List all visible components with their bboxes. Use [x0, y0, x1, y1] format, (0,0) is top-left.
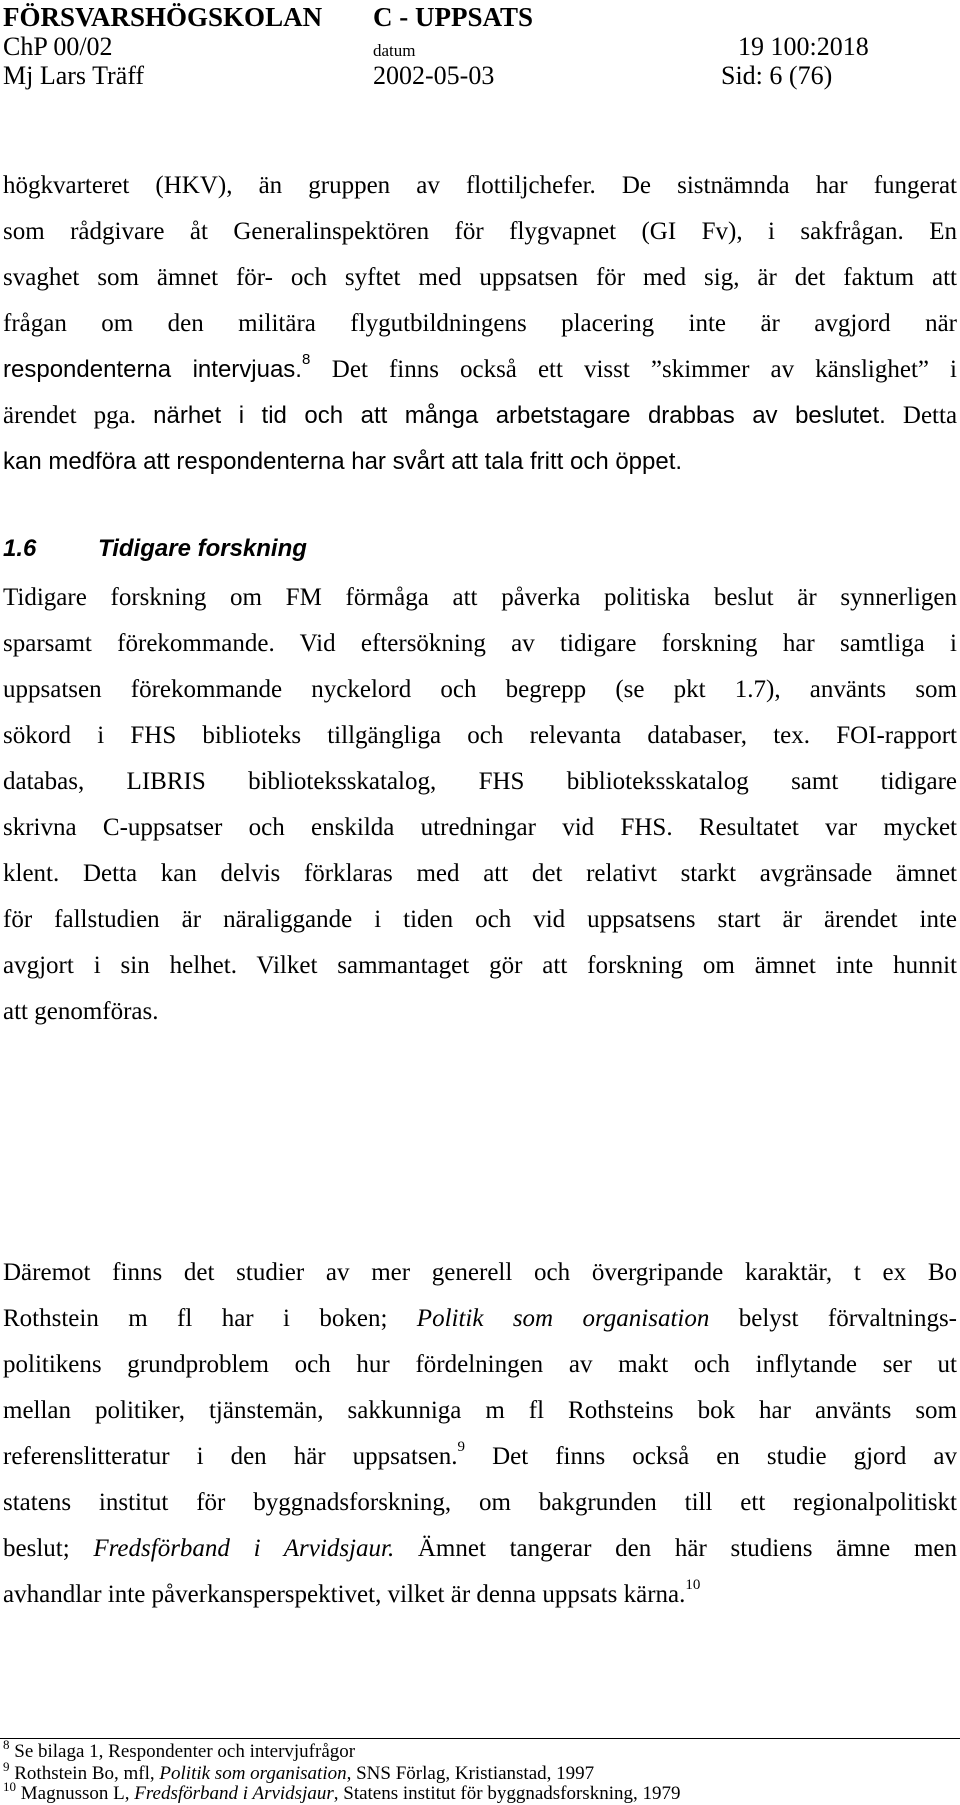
footnote-8 [3, 1737, 957, 1763]
page-number: Sid: 6 (76) [721, 61, 833, 90]
text-line [3, 851, 957, 897]
datum-label: datum [373, 41, 416, 60]
footnote-number: 9 [3, 1759, 10, 1774]
section-title: Tidigare forskning [98, 535, 307, 562]
footnote-ref: 8 [301, 351, 311, 368]
footnote-text: Magnusson L, [20, 1783, 135, 1804]
paragraph-intro-continuation [3, 163, 957, 485]
document-type: C - UPPSATS [373, 2, 534, 32]
text-segment: klent. [3, 860, 60, 887]
text-line: databas, LIBRIS biblioteksskatalog, FHS biblioteksskatalog samt tidigare [3, 768, 957, 795]
text-line: mellan politiker, tjänstemän, sakkunniga m fl Rothsteins bok har använts som [3, 1397, 957, 1424]
text-segment: avhandlar inte påverkansperspektivet, vilket är denna uppsats kärna. [3, 1581, 686, 1608]
study-title-italic: Fredsförband i Arvidsjaur. [93, 1535, 395, 1562]
paragraph-general-studies [3, 1250, 957, 1618]
text-line [3, 393, 957, 439]
footnote-number: 10 [3, 1779, 16, 1794]
text-line: högkvarteret (HKV), än gruppen av flottiljchefer. De sistnämnda har fungerat [3, 172, 957, 199]
text-segment: sparsamt förekommande. [3, 630, 275, 657]
text-line: Tidigare forskning om FM förmåga att påverka politiska beslut är synnerligen [3, 584, 957, 611]
page-header-row-1 [0, 2, 960, 34]
text-segment: Vilket sammantaget gör att forskning om ämnet inte hunnit [256, 952, 957, 979]
text-line: uppsatsen förekommande nyckelord och begrepp (se pkt 1.7), använts som [3, 676, 957, 703]
text-line [3, 1434, 957, 1480]
text-line: frågan om den militära flygutbildningens placering inte är avgjord när [3, 310, 957, 337]
footnote-italic: Fredsförband i Arvidsjaur [134, 1783, 334, 1804]
text-segment: Vid eftersökning av tidigare forskning har samtliga i [299, 630, 957, 657]
text-line: Däremot finns det studier av mer generell och övergripande karaktär, t ex Bo [3, 1259, 957, 1286]
text-line: att genomföras. [3, 998, 159, 1025]
text-line: för fallstudien är näraliggande i tiden och vid uppsatsens start är ärendet inte [3, 906, 957, 933]
text-segment: närhet i tid och att många arbetstagare drabbas av beslutet. [153, 402, 886, 429]
text-segment: Detta kan delvis förklaras med att det relativt starkt avgränsade ämnet [82, 860, 958, 887]
footnote-text: , SNS Förlag, Kristianstad, 1997 [346, 1763, 595, 1784]
text-line [3, 943, 957, 989]
book-title-italic: Politik som organisation [416, 1305, 710, 1332]
page-header-row-2 [0, 32, 960, 64]
text-line: politikens grundproblem och hur fördelningen av makt och inflytande ser ut [3, 1351, 957, 1378]
footnote-text: Rothstein Bo, mfl, [14, 1763, 160, 1784]
page-header-row-3 [0, 61, 960, 93]
footnote-10 [3, 1779, 957, 1805]
text-segment: Detta [902, 402, 958, 429]
text-line [3, 621, 957, 667]
text-segment: Det finns också en studie gjord av [465, 1443, 957, 1470]
text-line: kan medföra att respondenterna har svårt att tala fritt och öppet. [3, 448, 683, 475]
text-segment: Rothstein m fl har i boken; [3, 1305, 388, 1332]
section-number: 1.6 [3, 535, 37, 562]
text-line [3, 1572, 957, 1618]
footnote-number: 8 [3, 1737, 10, 1752]
footnote-separator [0, 1738, 960, 1739]
text-segment: belyst förvaltnings- [738, 1305, 958, 1332]
paragraph-previous-research [3, 575, 957, 1035]
text-line: statens institut för byggnadsforskning, om bakgrunden till ett regionalpolitiskt [3, 1489, 957, 1516]
text-segment: referenslitteratur i den här uppsatsen. [3, 1443, 458, 1470]
footnote-text: Se bilaga 1, Respondenter och intervjufrågor [14, 1741, 356, 1762]
footnote-italic: Politik som organisation [159, 1763, 347, 1784]
footnote-9 [3, 1759, 957, 1785]
school-name: FÖRSVARSHÖGSKOLAN [3, 2, 323, 32]
author-name: Mj Lars Träff [3, 61, 145, 90]
course-code: ChP 00/02 [3, 32, 113, 61]
text-segment: sökord i FHS biblioteks tillgängliga och relevanta databaser, tex. [3, 722, 810, 749]
text-line: som rådgivare åt Generalinspektören för flygvapnet (GI Fv), i sakfrågan. En [3, 218, 957, 245]
text-segment: FOI-rapport [836, 722, 958, 749]
text-segment: respondenterna intervjuas. [3, 356, 302, 383]
document-date: 2002-05-03 [373, 61, 495, 90]
text-line [3, 713, 957, 759]
reference-number: 19 100:2018 [738, 32, 869, 61]
text-line: svaghet som ämnet för- och syftet med uppsatsen för med sig, är det faktum att [3, 264, 957, 291]
text-segment: Det finns också ett visst ”skimmer av känslighet” i [331, 356, 957, 383]
section-heading [3, 535, 307, 563]
text-segment: ärendet pga. [3, 402, 137, 429]
text-line [3, 347, 957, 393]
text-line [3, 1526, 957, 1572]
footnote-ref: 10 [685, 1577, 701, 1593]
footnote-text: , Statens institut för byggnadsforskning, 1979 [333, 1783, 681, 1804]
text-segment: Ämnet tangerar den här studiens ämne men [394, 1535, 957, 1562]
footnote-ref: 9 [457, 1439, 466, 1455]
text-segment: beslut; [3, 1535, 70, 1562]
text-line [3, 1296, 957, 1342]
text-segment: avgjort i sin helhet. [3, 952, 237, 979]
text-line: skrivna C-uppsatser och enskilda utredningar vid FHS. Resultatet var mycket [3, 814, 957, 841]
